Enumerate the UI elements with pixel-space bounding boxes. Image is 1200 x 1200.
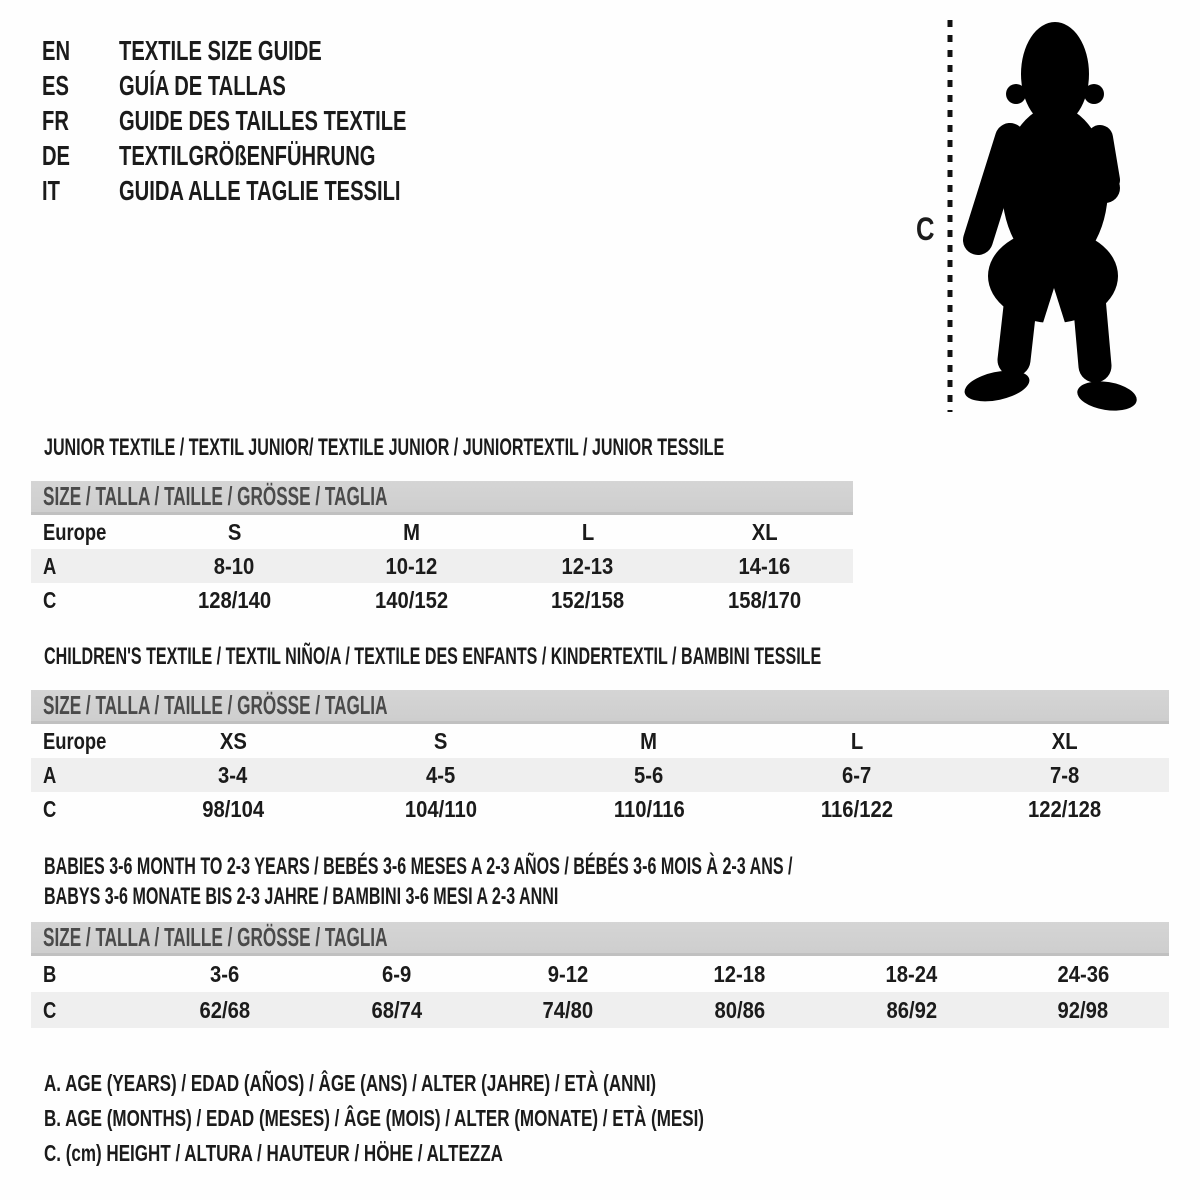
size-cell: 110/116	[613, 795, 685, 822]
section-title: JUNIOR TEXTILE / TEXTIL JUNIOR/ TEXTILE JUNIOR / JUNIORTEXTIL / JUNIOR TESSILE	[44, 434, 725, 461]
legend-line-b: B. AGE (MONTHS) / EDAD (MESES) / ÂGE (MOIS) / ALTER (MONATE) / ETÀ (MESI)	[44, 1105, 704, 1131]
lang-code: DE	[42, 139, 71, 171]
size-cell: 8-10	[214, 552, 255, 579]
section-title: BABIES 3-6 MONTH TO 2-3 YEARS / BEBÉS 3-6 MESES A 2-3 AÑOS / BÉBÉS 3-6 MOIS À 2-3 ANS /	[44, 853, 793, 880]
section-title: CHILDREN'S TEXTILE / TEXTIL NIÑO/A / TEXTILE DES ENFANTS / KINDERTEXTIL / BAMBINI TESSILE	[44, 643, 822, 670]
row-label: B	[43, 960, 57, 987]
size-cell: 80/86	[714, 996, 766, 1023]
size-cell: 7-8	[1050, 761, 1080, 788]
size-cell: 152/158	[551, 586, 625, 613]
size-cell: 9-12	[547, 960, 589, 987]
table-rows	[31, 724, 1169, 826]
size-cell: 128/140	[197, 586, 271, 613]
size-cell: 98/104	[202, 795, 264, 822]
legend-line-a: A. AGE (YEARS) / EDAD (AÑOS) / ÂGE (ANS) / ALTER (JAHRE) / ETÀ (ANNI)	[44, 1070, 657, 1096]
size-cell: 12-18	[713, 960, 766, 987]
size-cell: XL	[1052, 727, 1078, 754]
size-cell: M	[640, 727, 658, 754]
table-row-a	[31, 549, 853, 583]
row-label: A	[43, 761, 57, 788]
size-cell: 3-6	[210, 960, 240, 987]
section-title-line2: BABYS 3-6 MONATE BIS 2-3 JAHRE / BAMBINI 3-6 MESI A 2-3 ANNI	[44, 883, 559, 910]
lang-code: EN	[42, 34, 71, 66]
legend	[44, 1066, 936, 1171]
size-cell: 116/122	[820, 795, 894, 822]
guide-title-es: GUÍA DE TALLAS	[119, 69, 286, 101]
size-header-bar: SIZE / TALLA / TAILLE / GRÖSSE / TAGLIA	[31, 481, 853, 515]
lang-row-it	[42, 173, 518, 208]
table-row-c	[31, 992, 1169, 1028]
size-cell: 12-13	[561, 552, 614, 579]
table-row-europe	[31, 724, 1169, 758]
lang-row-de	[42, 138, 518, 173]
size-cell: 14-16	[738, 552, 791, 579]
lang-code: IT	[42, 174, 60, 206]
size-cell: 10-12	[385, 552, 438, 579]
table-row-c	[31, 583, 853, 617]
size-cell: 6-7	[842, 761, 872, 788]
row-label: C	[43, 795, 57, 822]
size-cell: 4-5	[426, 761, 456, 788]
legend-line-c: C. (cm) HEIGHT / ALTURA / HAUTEUR / HÖHE / ALTEZZA	[44, 1140, 503, 1166]
guide-title-en: TEXTILE SIZE GUIDE	[119, 34, 322, 66]
lang-row-es	[42, 68, 518, 103]
size-cell: S	[227, 518, 242, 545]
table-rows	[31, 956, 1169, 1028]
row-label: A	[43, 552, 57, 579]
size-cell: 74/80	[542, 996, 594, 1023]
size-cell: 86/92	[886, 996, 937, 1023]
babies-size-table	[31, 922, 1169, 1028]
size-cell: 6-9	[381, 960, 412, 987]
size-cell: S	[434, 727, 448, 754]
size-cell: 140/152	[374, 586, 448, 613]
size-cell: 158/170	[728, 586, 802, 613]
table-row-c	[31, 792, 1169, 826]
row-label: C	[43, 996, 57, 1023]
size-cell: XS	[219, 727, 247, 754]
size-cell: M	[402, 518, 420, 545]
row-label: Europe	[43, 518, 107, 545]
size-cell: 104/110	[404, 795, 478, 822]
size-cell: 62/68	[199, 996, 251, 1023]
lang-row-fr	[42, 103, 518, 138]
table-row-europe	[31, 515, 853, 549]
row-label: C	[43, 586, 57, 613]
guide-title-fr: GUIDE DES TAILLES TEXTILE	[119, 104, 407, 136]
size-cell: L	[581, 518, 595, 545]
size-cell: 24-36	[1057, 960, 1110, 987]
size-cell: 92/98	[1057, 996, 1109, 1023]
size-cell: 18-24	[885, 960, 938, 987]
lang-code: FR	[42, 104, 69, 136]
row-label: Europe	[43, 727, 107, 754]
lang-code: ES	[42, 69, 69, 101]
junior-size-table	[31, 481, 853, 617]
table-row-b	[31, 956, 1169, 992]
lang-row-en	[42, 33, 518, 68]
guide-title-it: GUIDA ALLE TAGLIE TESSILI	[119, 174, 401, 206]
size-cell: 5-6	[634, 761, 664, 788]
table-rows	[31, 515, 853, 617]
size-cell: XL	[751, 518, 778, 545]
size-header-bar: SIZE / TALLA / TAILLE / GRÖSSE / TAGLIA	[31, 690, 1169, 724]
size-cell: 68/74	[371, 996, 422, 1023]
table-row-a	[31, 758, 1169, 792]
size-header-bar: SIZE / TALLA / TAILLE / GRÖSSE / TAGLIA	[31, 922, 1169, 956]
size-cell: 122/128	[1028, 795, 1102, 822]
size-cell: L	[850, 727, 864, 754]
height-measure-label: C	[916, 211, 935, 247]
guide-title-de: TEXTILGRÖßENFÜHRUNG	[119, 139, 376, 171]
children-size-table	[31, 690, 1169, 826]
language-header	[42, 33, 518, 208]
size-cell: 3-4	[218, 761, 248, 788]
